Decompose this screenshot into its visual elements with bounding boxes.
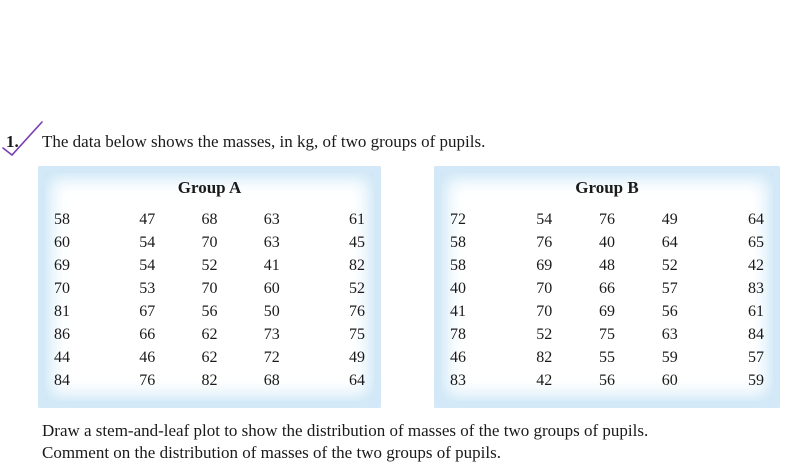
table-cell: 58	[450, 234, 466, 251]
table-cell: 82	[536, 349, 553, 366]
group-a-table	[38, 166, 381, 408]
table-cell: 50	[263, 303, 280, 320]
table-cell: 62	[201, 349, 218, 366]
table-cell: 66	[139, 326, 156, 343]
table-cell: 63	[661, 326, 678, 343]
table-cell: 84	[747, 326, 764, 343]
table-cell: 72	[263, 349, 280, 366]
table-cell: 49	[661, 211, 678, 228]
table-cell: 70	[54, 280, 70, 297]
table-cell: 46	[450, 349, 466, 366]
table-cell: 64	[349, 372, 365, 389]
table-cell: 83	[747, 280, 764, 297]
table-cell: 69	[536, 257, 553, 274]
table-cell: 56	[598, 372, 615, 389]
group-a-title: Group A	[177, 178, 242, 197]
table-cell: 52	[201, 257, 218, 274]
table-cell: 60	[661, 372, 678, 389]
table-cell: 76	[536, 234, 553, 251]
table-cell: 54	[536, 211, 553, 228]
table-cell: 42	[536, 372, 553, 389]
table-cell: 68	[263, 372, 280, 389]
table-cell: 86	[54, 326, 70, 343]
table-cell: 53	[139, 280, 156, 297]
table-cell: 57	[747, 349, 764, 366]
table-cell: 73	[263, 326, 280, 343]
table-cell: 64	[661, 234, 678, 251]
table-cell: 41	[450, 303, 466, 320]
table-cell: 70	[536, 280, 553, 297]
table-cell: 63	[263, 234, 280, 251]
table-cell: 54	[139, 257, 156, 274]
table-cell: 69	[598, 303, 615, 320]
group-b-title: Group B	[575, 178, 639, 197]
table-cell: 76	[349, 303, 365, 320]
table-cell: 82	[349, 257, 365, 274]
table-cell: 47	[139, 211, 156, 228]
table-cell: 52	[661, 257, 678, 274]
table-cell: 57	[661, 280, 678, 297]
table-cell: 62	[201, 326, 218, 343]
table-cell: 40	[450, 280, 466, 297]
group-a-values	[54, 210, 365, 391]
table-cell: 76	[598, 211, 615, 228]
table-cell: 70	[201, 234, 218, 251]
table-cell: 81	[54, 303, 70, 320]
table-cell: 58	[450, 257, 466, 274]
table-cell: 75	[349, 326, 365, 343]
table-cell: 69	[54, 257, 70, 274]
table-cell: 83	[450, 372, 466, 389]
table-cell: 59	[661, 349, 678, 366]
table-cell: 54	[139, 234, 156, 251]
question-number: 1.	[6, 132, 19, 151]
table-cell: 70	[201, 280, 218, 297]
table-cell: 78	[450, 326, 466, 343]
group-b-table	[434, 166, 780, 408]
table-cell: 61	[349, 211, 365, 228]
table-cell: 44	[54, 349, 70, 366]
group-b-values	[450, 210, 764, 391]
table-cell: 56	[661, 303, 678, 320]
table-cell: 60	[54, 234, 70, 251]
question-text: The data below shows the masses, in kg, of two groups of pupils.	[42, 132, 486, 151]
table-cell: 68	[201, 211, 218, 228]
table-cell: 65	[747, 234, 764, 251]
table-cell: 45	[349, 234, 365, 251]
table-cell: 82	[201, 372, 218, 389]
table-cell: 59	[747, 372, 764, 389]
table-cell: 49	[349, 349, 365, 366]
table-cell: 56	[201, 303, 218, 320]
table-cell: 70	[536, 303, 553, 320]
instruction-line-2: Comment on the distribution of masses of the two groups of pupils.	[42, 443, 501, 462]
table-cell: 55	[598, 349, 615, 366]
table-cell: 48	[598, 257, 615, 274]
table-cell: 67	[139, 303, 156, 320]
table-cell: 41	[263, 257, 280, 274]
table-cell: 66	[598, 280, 615, 297]
table-cell: 76	[139, 372, 156, 389]
table-cell: 58	[54, 211, 70, 228]
instruction-line-1: Draw a stem-and-leaf plot to show the distribution of masses of the two groups of pupils.	[42, 421, 649, 440]
instructions	[42, 420, 782, 464]
table-cell: 42	[747, 257, 764, 274]
table-cell: 40	[598, 234, 615, 251]
table-cell: 63	[263, 211, 280, 228]
table-cell: 84	[54, 372, 70, 389]
table-cell: 60	[263, 280, 280, 297]
table-cell: 46	[139, 349, 156, 366]
table-cell: 75	[598, 326, 615, 343]
table-cell: 64	[747, 211, 764, 228]
table-cell: 52	[536, 326, 553, 343]
table-cell: 52	[349, 280, 365, 297]
table-cell: 72	[450, 211, 466, 228]
table-cell: 61	[747, 303, 764, 320]
